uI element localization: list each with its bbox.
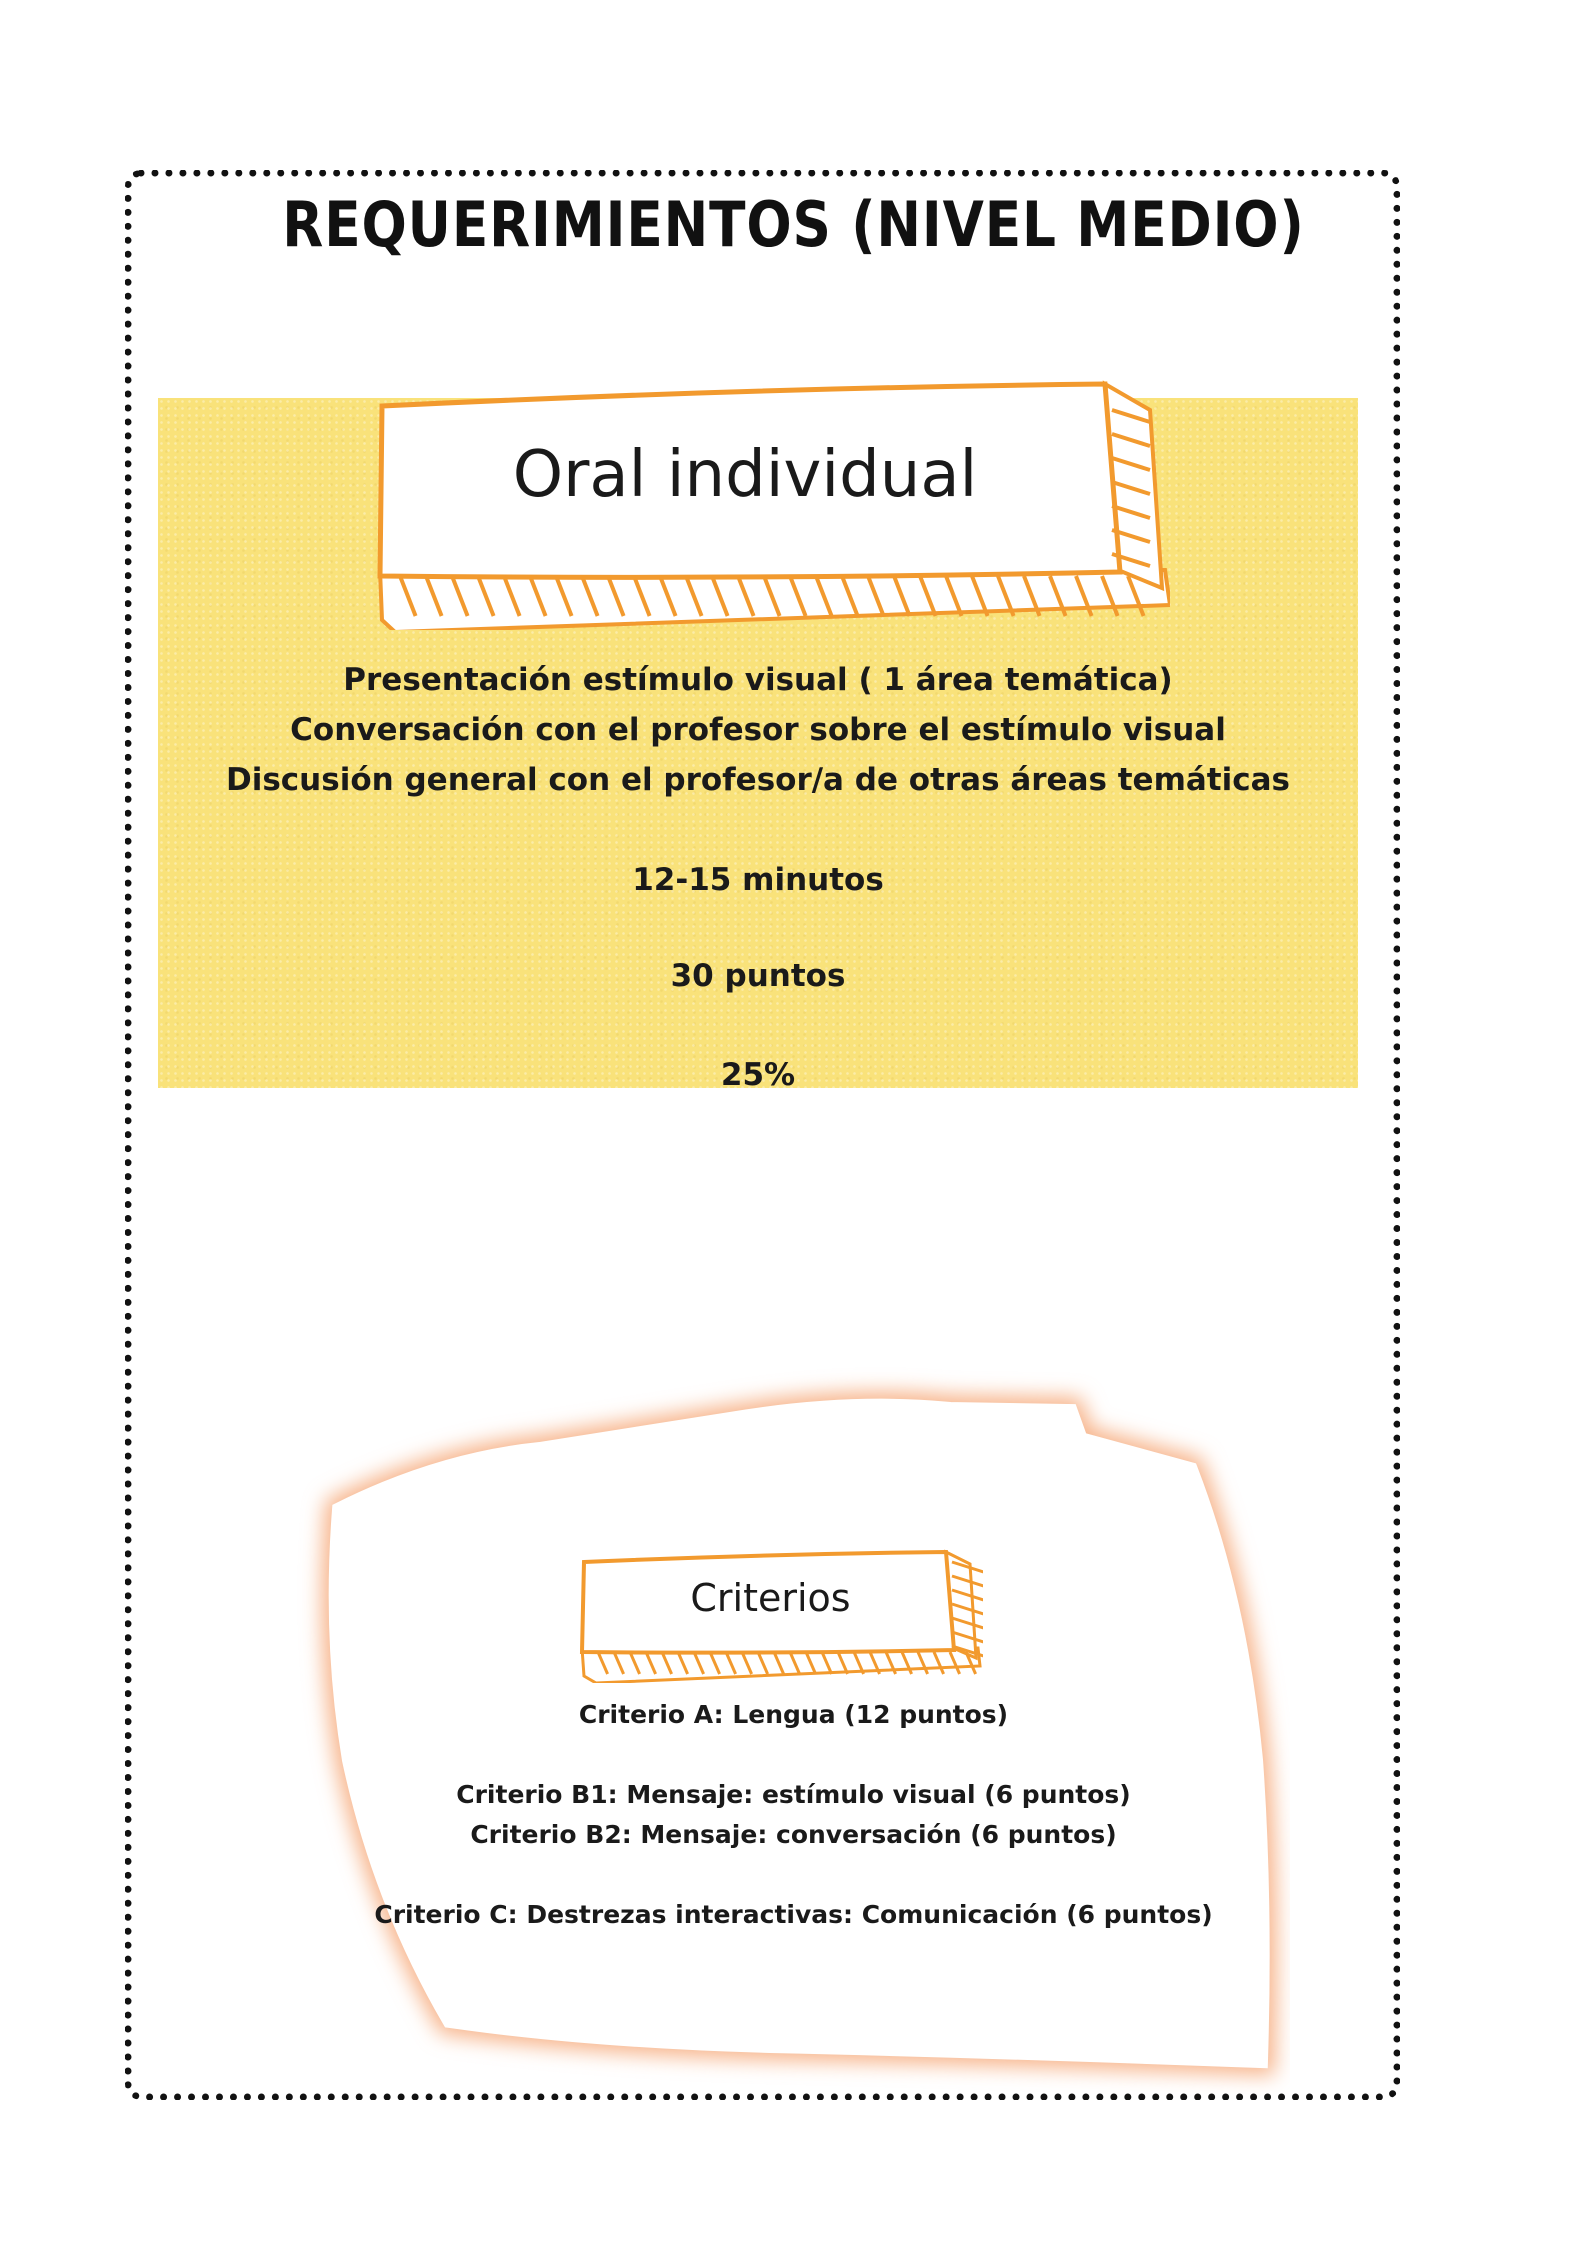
oral-duration: 12-15 minutos: [632, 862, 884, 898]
criteria-item-c: Criterio C: Destrezas interactivas: Comunicación (6 puntos): [374, 1900, 1213, 1929]
oral-points: 30 puntos: [670, 958, 846, 994]
oral-line-2: Conversación con el profesor sobre el estímulo visual: [290, 712, 1226, 748]
oral-line-1: Presentación estímulo visual ( 1 área temática): [343, 662, 1173, 698]
criteria-item-a: Criterio A: Lengua (12 puntos): [578, 1700, 1009, 1729]
criteria-heading-banner: [578, 1548, 983, 1683]
criteria-heading: Criterios: [690, 1576, 851, 1620]
oral-line-3: Discusión general con el profesor/a de otras áreas temáticas: [226, 762, 1290, 798]
criteria-item-b2: Criterio B2: Mensaje: conversación (6 puntos): [470, 1820, 1117, 1849]
oral-heading: Oral individual: [512, 438, 978, 512]
page-title: REQUERIMIENTOS (NIVEL MEDIO): [282, 188, 1305, 261]
oral-heading-banner: [370, 380, 1170, 630]
criteria-item-b1: Criterio B1: Mensaje: estímulo visual (6 puntos): [456, 1780, 1131, 1809]
oral-weight: 25%: [720, 1057, 796, 1093]
